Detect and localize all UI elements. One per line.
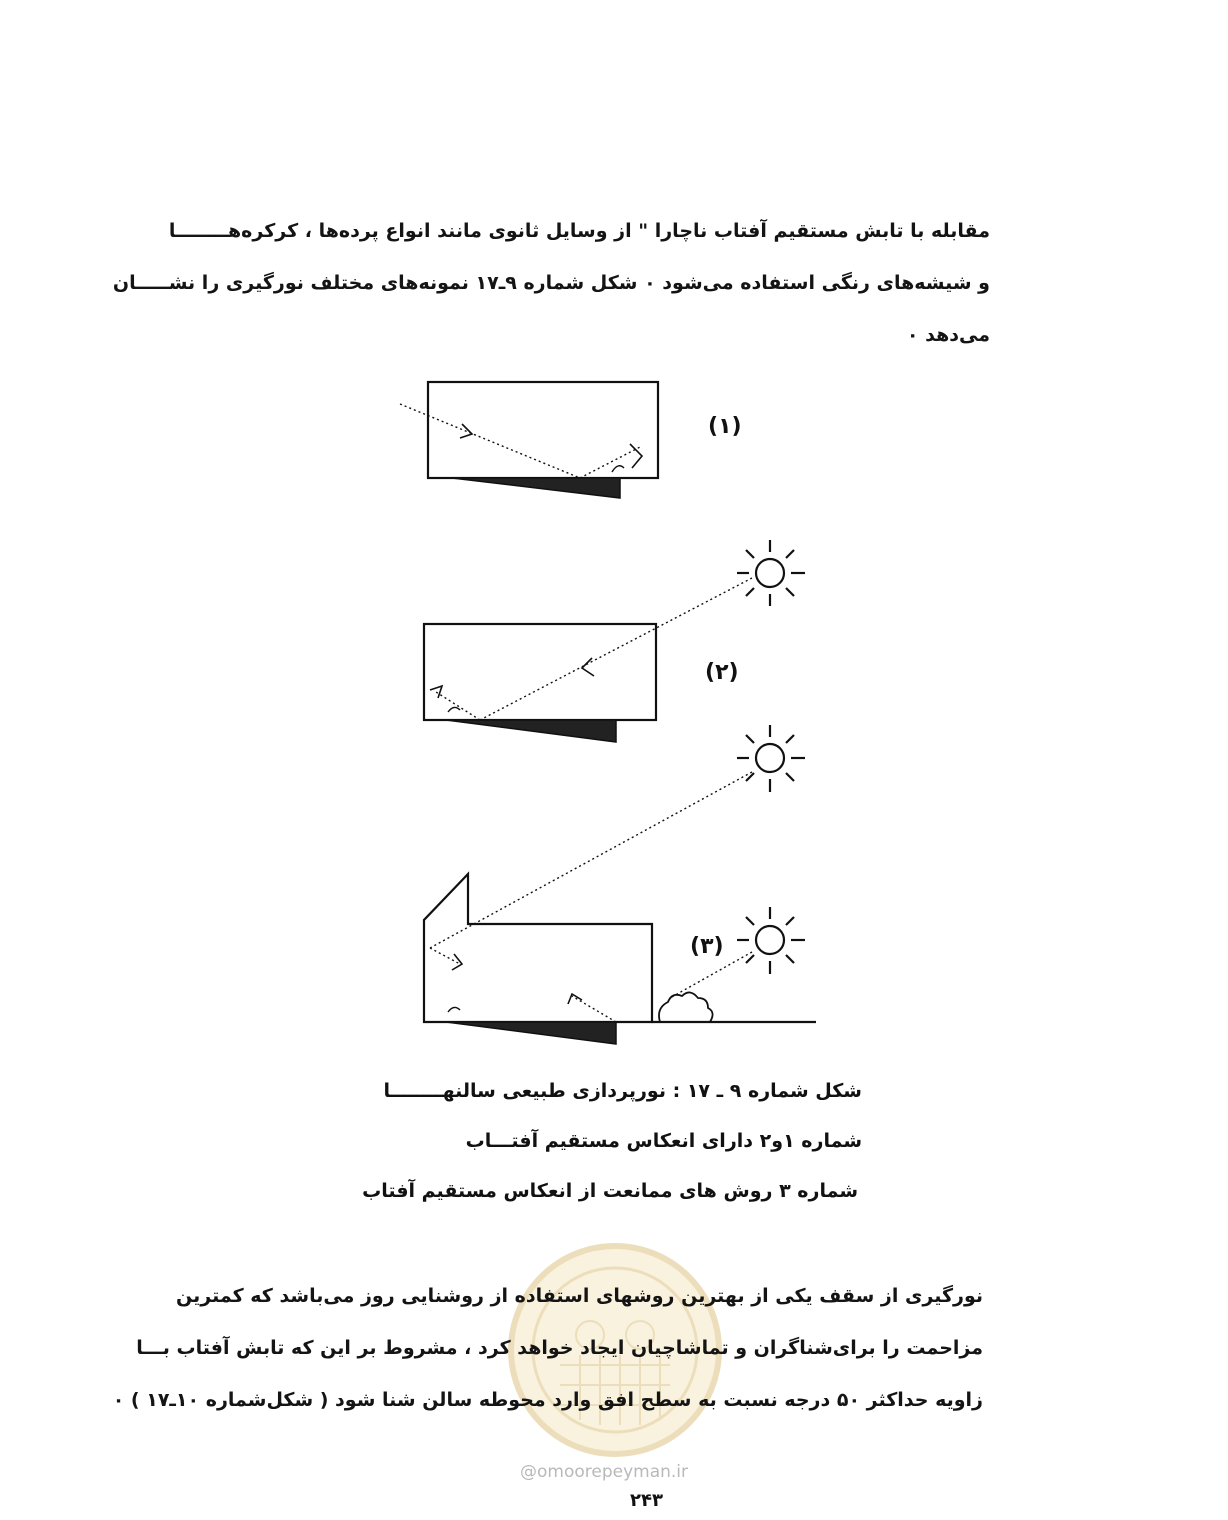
paragraph-bottom <box>112 1270 983 1426</box>
paragraph-line: مزاحمت را برای‌شناگران و تماشاچیان ایجاد خواهد کرد ، مشروط بر این که تابش آفتاب بـــا <box>136 1337 983 1359</box>
watermark-url: @omoorepeyman.ir <box>520 1462 689 1482</box>
figure-label-3: (۳) <box>690 934 724 959</box>
paragraph-line: نورگیری از سقف یکی از بهترین روشهای استفاده از روشنایی روز می‌باشد که کمترین <box>176 1285 983 1307</box>
diagram-1 <box>400 382 658 498</box>
figure-label-2: (۲) <box>705 660 739 685</box>
paragraph-line: زاویه حداکثر ۵۰ درجه نسبت به سطح افق وارد محوطه سالن شنا شود ( شکل‌شماره ۱۰ـ۱۷ ) ۰ <box>112 1389 983 1411</box>
page-number: ۲۴۳ <box>630 1490 663 1511</box>
caption-title: شکل شماره ۹ ـ ۱۷ : نورپردازی طبیعی سالنهــــــــا <box>383 1080 862 1102</box>
paragraph-line: می‌دهد ۰ <box>906 324 990 346</box>
daylighting-figure <box>380 360 840 1060</box>
caption-line: شماره ۳ روش های ممانعت از انعکاس مستقیم آفتاب <box>362 1180 858 1202</box>
paragraph-top <box>112 205 990 361</box>
caption-line: شماره ۱و۲ دارای انعکاس مستقیم آفتـــاب <box>465 1130 862 1152</box>
figure-label-1: (۱) <box>708 414 742 439</box>
diagram-2 <box>424 540 805 742</box>
diagram-3 <box>424 725 816 1044</box>
paragraph-line: و شیشه‌های رنگی استفاده می‌شود ۰ شکل شماره ۹ـ۱۷ نمونه‌های مختلف نورگیری را نشـــــان <box>112 272 990 294</box>
paragraph-line: مقابله با تابش مستقیم آفتاب ناچارا " از وسایل ثانوی مانند انواع پرده‌ها ، کرکره‌هــــــــا <box>168 220 990 242</box>
